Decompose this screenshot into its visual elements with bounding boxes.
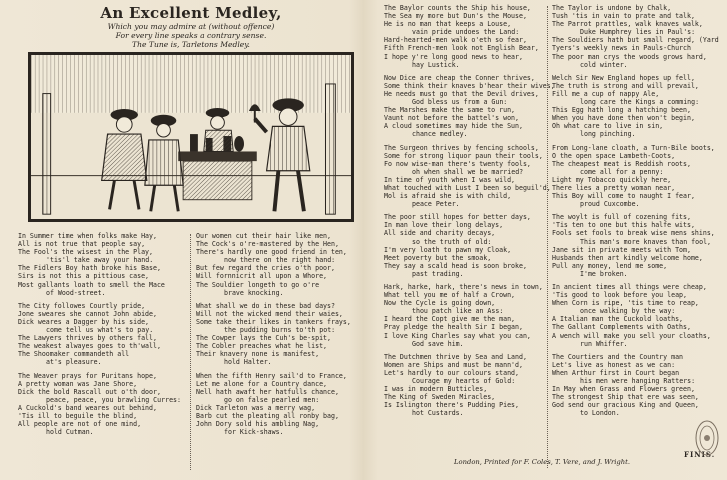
- verse-line: run Whiffer.: [580, 339, 628, 348]
- woodcut-image: [31, 55, 351, 219]
- verse-line: The Fool's the wisest in the Play,: [18, 248, 153, 257]
- verse-line: his men were hanging Ratters:: [580, 377, 696, 386]
- verse-line: Let me alone for a Country dance,: [196, 379, 328, 388]
- verse-line: The cheapest meat is Reddish roots,: [552, 159, 691, 168]
- left-column-a: [18, 232, 186, 441]
- verse-line: at's pleasure.: [46, 358, 102, 367]
- stanza: [384, 143, 551, 209]
- verse-line: now there on the right hand:: [224, 256, 336, 265]
- verse-line: When Arthur first in Court began: [552, 368, 680, 377]
- verse-line: Nell hath awaft her hatfulls chance,: [196, 387, 339, 396]
- column-divider: [547, 6, 548, 468]
- verse-line: The Souldiers hath but small regard, (Yard: [552, 36, 719, 45]
- verse-line: Some think their knaves b'hear their wives,: [384, 81, 555, 90]
- stanza: [384, 73, 555, 139]
- verse-line: Welch Sir New England hopes up fell,: [552, 73, 695, 82]
- verse-line: The poor still hopes for better days,: [384, 213, 531, 222]
- verse-line: Oh what care to live in sin,: [552, 122, 664, 131]
- verse-line: oh when shall we be married?: [412, 167, 524, 176]
- verse-line: The Baylor counts the Ship his house,: [384, 4, 531, 12]
- verse-line: past trading.: [412, 269, 464, 278]
- verse-line: When you have done then won't begin,: [552, 114, 695, 123]
- verse-line: cold winter.: [580, 60, 628, 69]
- verse-line: The Dutchmen thrive by Sea and Land,: [384, 352, 527, 361]
- right-page: [384, 4, 719, 476]
- verse-line: Their knavery none is manifest,: [196, 350, 320, 359]
- verse-line: hot Custards.: [412, 409, 464, 418]
- library-stamp-icon: [694, 418, 720, 458]
- stanza: [18, 372, 186, 437]
- verse-line: Most gallants loath to smell the Mace: [18, 280, 165, 289]
- verse-line: Will not the wicked mend their waies,: [196, 309, 343, 318]
- verse-line: Duke Humphrey lies in Paul's:: [580, 28, 696, 37]
- verse-line: The Weaver prays for Puritans hope,: [18, 371, 157, 380]
- verse-line: vain pride undoes the Land:: [412, 28, 520, 37]
- verse-line: Tush 'tis in vain to prate and talk,: [552, 12, 695, 21]
- left-page: [12, 4, 370, 476]
- verse-line: All is not true that people say,: [18, 240, 146, 249]
- stanza: [196, 232, 364, 297]
- verse-line: A Italian man the Cuckold loaths,: [552, 315, 684, 324]
- verse-line: Barb cut the pleating all ronby bag,: [196, 411, 339, 420]
- verse-line: Courage my hearts of Gold:: [412, 377, 516, 386]
- verse-line: The Cowper lays the Cuh's be-spit,: [196, 334, 331, 343]
- verse-line: Husbands then art kindly welcome home,: [552, 253, 703, 262]
- verse-line: In man love their long delays,: [384, 221, 504, 230]
- verse-line: Jane sit in private meets with Tom,: [552, 245, 691, 254]
- verse-line: chance medley.: [412, 130, 468, 139]
- verse-line: Hark, harke, hark, there's news in town,: [384, 283, 543, 291]
- verse-line: In ancient times all things were cheap,: [552, 283, 707, 291]
- verse-line: Hard-hearted-men walk o'eth so fear,: [384, 36, 527, 45]
- verse-line: Fifth French-men look not English Bear,: [384, 44, 539, 53]
- verse-line: Is Islington there's Pudding Pies,: [384, 401, 519, 410]
- verse-line: This man's more knaves than fool,: [580, 237, 712, 246]
- column-divider: [190, 234, 191, 470]
- verse-line: Meet poverty but the smoak,: [384, 253, 492, 262]
- verse-line: A pretty woman was Jane Shore,: [18, 379, 138, 388]
- verse-line: The Cock's o're-mastered by the Hen,: [196, 240, 339, 249]
- verse-line: Fools set fools to break wise mens shins,: [552, 229, 715, 238]
- verse-line: Now Dice are cheap the Conner thrives,: [384, 73, 535, 82]
- subtitle-line-1: Which you may admire at (without offence): [107, 22, 275, 31]
- verse-line: The Souldier longeth to go o're: [196, 280, 320, 289]
- verse-line: come tell us what's to pay.: [46, 326, 154, 335]
- verse-line: The City followes Courtly pride,: [18, 301, 146, 310]
- verse-line: The Parrot prattles, walk knaves walk,: [552, 20, 703, 29]
- verse-line: The Surgeon thrives by fencing schools,: [384, 143, 539, 152]
- verse-line: of Wood-street.: [46, 288, 106, 297]
- right-column-b: [552, 4, 719, 423]
- stanza: [552, 74, 712, 139]
- verse-line: John Dory sold his ambling Nag,: [196, 420, 320, 429]
- verse-line: What tell you me of half a Crown,: [384, 291, 516, 300]
- verse-line: so the truth of old:: [412, 237, 492, 246]
- verse-line: 'tis'l take away your hand.: [46, 256, 154, 265]
- verse-line: 'Tis ill to beguile the blind,: [18, 411, 138, 420]
- stanza: [552, 353, 712, 418]
- left-verses: [12, 232, 370, 476]
- verse-line: I'me broken.: [580, 269, 628, 278]
- verse-line: The Courtiers and the Country man: [552, 352, 684, 361]
- verse-line: In Summer time when folks make Hay,: [18, 232, 157, 240]
- verse-line: go on false pearled men:: [224, 395, 320, 404]
- verse-line: In May when Grass and Flowers green,: [552, 385, 695, 394]
- verse-line: But few regard the cries o'th poor,: [196, 264, 335, 273]
- verse-line: The Marshes make the same to run,: [384, 106, 516, 115]
- verse-line: He needs must go that the Devil drives,: [384, 89, 539, 98]
- verse-line: thou patch like an Ass:: [412, 307, 504, 316]
- verse-line: once walking by the way:: [580, 307, 676, 316]
- subtitle-line-2: For every line speaks a contrary sense.: [115, 31, 267, 40]
- verse-line: This Egg hath long a hatching been,: [552, 106, 691, 115]
- stanza: [18, 232, 186, 297]
- verse-line: I love King Charles say what you can,: [384, 331, 531, 340]
- verse-line: Our women cut their hair like men,: [196, 232, 331, 240]
- left-column-b: [196, 232, 364, 441]
- verse-line: All side and charity decays,: [384, 229, 496, 238]
- verse-line: The Gallant Complements with Oaths,: [552, 323, 691, 332]
- verse-line: hold Halter.: [224, 358, 272, 367]
- verse-line: The poor man crys the woods grows hard,: [552, 52, 707, 61]
- verse-line: O the open space Lambeth-Coots,: [552, 151, 676, 160]
- verse-line: Jone sweares she cannot John abide,: [18, 309, 157, 318]
- stanza: [552, 283, 712, 348]
- verse-line: God send our gracious King and Queen,: [552, 401, 699, 410]
- verse-line: A cloud sometimes may hide the Sun,: [384, 122, 523, 131]
- verse-line: When Corn is ripe, 'tis time to reap,: [552, 299, 699, 308]
- verse-line: long pinching.: [580, 130, 636, 139]
- verse-line: hold Cutman.: [46, 428, 94, 437]
- stanza: [384, 213, 544, 278]
- verse-line: to London.: [580, 409, 620, 418]
- verse-line: The weakest alwayes goes to th'wall,: [18, 342, 161, 351]
- verse-line: Let's hardly to our colours stand,: [384, 368, 519, 377]
- stanza: [552, 143, 715, 209]
- stanza: [552, 213, 715, 278]
- verse-line: The Lawyers thrives by others fall,: [18, 334, 157, 343]
- verse-line: Vaunt not before the battel's won,: [384, 114, 519, 123]
- verse-line: peace, peace, you brawling Curres:: [46, 395, 181, 404]
- stanza: [196, 372, 364, 437]
- stanza: [384, 4, 544, 69]
- verse-line: This Boy will come to naught I fear,: [552, 192, 695, 201]
- verse-line: Some take their likes in tankers frays,: [196, 317, 351, 326]
- verse-line: Dick weares a Dagger by his side,: [18, 317, 150, 326]
- verse-line: I was in modern Butticles,: [384, 385, 488, 394]
- stanza: [384, 283, 544, 348]
- verse-line: The Cobler preaches what he list,: [196, 342, 328, 351]
- verse-line: When the fifth Henry sail'd to France,: [196, 371, 347, 380]
- verse-line: come all for a penny:: [580, 167, 664, 176]
- right-column-a: [384, 4, 555, 423]
- verse-line: The woylt is full of cozening fits,: [552, 213, 691, 222]
- verse-line: The Taylor is undone by Chalk,: [552, 4, 672, 12]
- verse-line: proud Cuxcombe.: [580, 200, 640, 209]
- verse-line: I'm very loath to pawn my Cloak,: [384, 245, 512, 254]
- verse-line: What shall we do in these bad days?: [196, 301, 335, 310]
- verse-line: Dick Tarleton was a merry wag,: [196, 403, 316, 412]
- verse-line: the pudding burns to'th pot:: [224, 326, 336, 335]
- verse-line: Sirs is not this a pittious case,: [18, 272, 150, 281]
- verse-line: God save him.: [412, 339, 464, 348]
- verse-line: In time of youth when I was wild,: [384, 175, 516, 184]
- verse-line: peace Peter.: [412, 200, 460, 209]
- verse-line: What touched with Lust I been so beguil'd,: [384, 183, 551, 192]
- verse-line: long care the Kings a comming:: [580, 98, 700, 107]
- verse-line: hay Lustick.: [412, 60, 460, 69]
- verse-line: for Kick-shaws.: [224, 428, 284, 437]
- verse-line: Tyers's weekly news in Pauls-Church: [552, 44, 691, 53]
- verse-line: All people are not of one mind,: [18, 420, 142, 429]
- verse-line: Now the Cycle is going down,: [384, 299, 496, 308]
- verse-line: Fo now wise-man there's twenty fools,: [384, 159, 531, 168]
- verse-line: From Long-lane cloath, a Turn-Bile boots,: [552, 143, 715, 152]
- verse-line: The truth is strong and will prevail,: [552, 81, 699, 90]
- verse-line: 'Tis good to look before you leap,: [552, 291, 687, 300]
- verse-line: The Shoomaker commandeth all: [18, 350, 130, 359]
- finis-mark: FINIS.: [684, 450, 716, 459]
- verse-line: Some for strong liquor paun their tools,: [384, 151, 543, 160]
- verse-line: I hope y're long good news to hear,: [384, 52, 523, 61]
- verse-line: God bless us from a Gun:: [412, 98, 508, 107]
- verse-line: Mol is afraid she is with child,: [384, 192, 512, 201]
- verse-line: There lies a pretty woman near,: [552, 183, 676, 192]
- stanza: [196, 302, 364, 367]
- verse-line: 'Tis ten to one but this halfe wits,: [552, 221, 695, 230]
- verse-line: The Sea my more but Dun's the Mouse,: [384, 12, 527, 21]
- verse-line: Let's live as honest as we can:: [552, 360, 676, 369]
- verse-line: Light my Tobacco quickly here,: [552, 175, 672, 184]
- ballad-title: An Excellent Medley,: [100, 4, 282, 22]
- verse-line: Fill me a cup of nappy Ale,: [552, 89, 660, 98]
- verse-line: Pray pledge the health Sir I began,: [384, 323, 523, 332]
- stanza: [18, 302, 186, 367]
- verse-line: The King of Sweden Miracles,: [384, 393, 496, 402]
- verse-line: The Fidlers Boy hath broke his Base,: [18, 264, 161, 273]
- tune-line: The Tune is, Tarletons Medley.: [132, 40, 250, 49]
- stanza: [384, 353, 544, 418]
- verse-line: The strongest Ship that ere was seen,: [552, 393, 699, 402]
- verse-line: A wench will make you sell your cloaths,: [552, 331, 711, 340]
- tavern-woodcut-illustration: [28, 52, 354, 222]
- verse-line: I heard the Copt give me the man,: [384, 315, 516, 324]
- verse-line: Dick the bold Rascall out o'th door,: [18, 387, 161, 396]
- verse-line: They say a scald head is soon broke,: [384, 261, 527, 270]
- verse-line: Will fornnicrit all upon a Whore,: [196, 272, 328, 281]
- stanza: [552, 4, 719, 69]
- verse-line: brave knocking.: [224, 288, 284, 297]
- verse-line: A Cuckold's band weares out behind,: [18, 403, 157, 412]
- printer-imprint: London, Printed for F. Coles, T. Vere, and J. Wright.: [454, 458, 630, 466]
- verse-line: Pull any money, lend me some,: [552, 261, 668, 270]
- verse-line: There's hardly one good friend in ten,: [196, 248, 347, 257]
- verse-line: He is no man that keeps a Louse,: [384, 20, 512, 29]
- verse-line: Women are Ships and must be mann'd,: [384, 360, 523, 369]
